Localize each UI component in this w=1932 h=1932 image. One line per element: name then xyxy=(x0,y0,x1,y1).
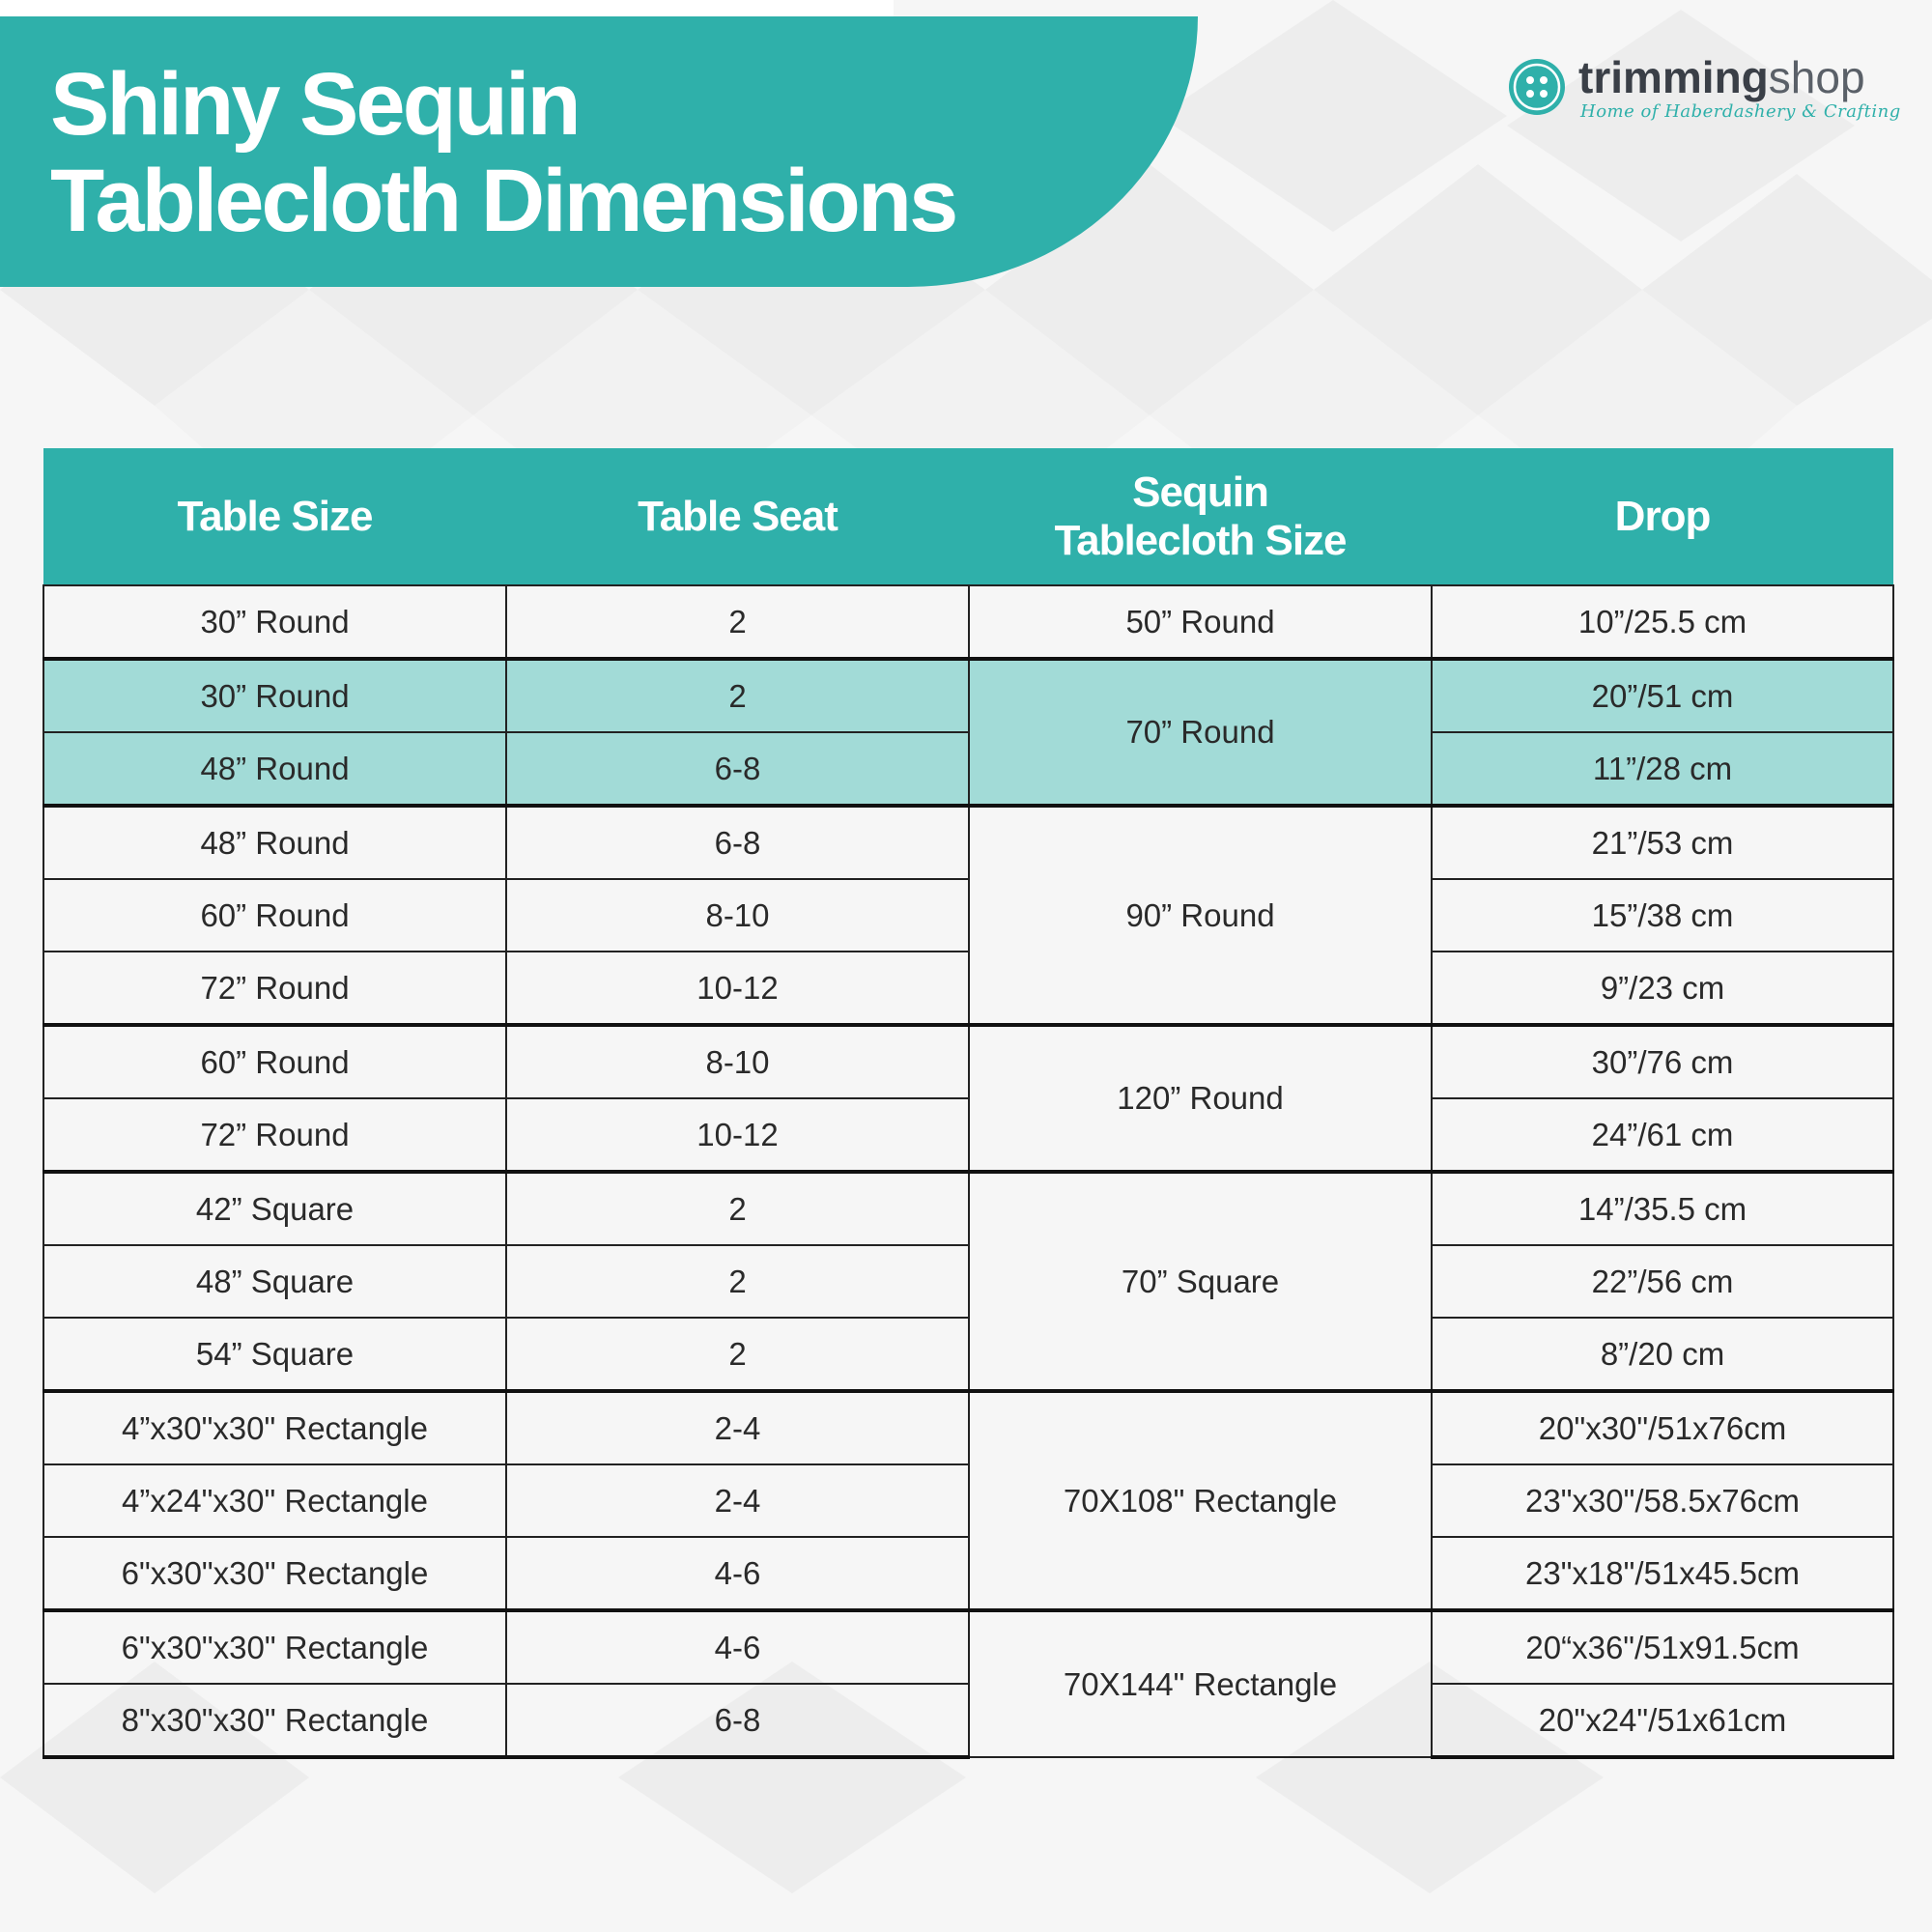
table-row xyxy=(43,732,1893,806)
header-table-seat: Table Seat xyxy=(506,448,969,585)
cell-table-seat: 6-8 xyxy=(506,806,969,879)
cell-table-seat: 2 xyxy=(506,1318,969,1391)
table-body xyxy=(43,585,1893,1757)
cell-drop: 15”/38 cm xyxy=(1432,879,1893,952)
cell-drop: 11”/28 cm xyxy=(1432,732,1893,806)
cell-table-seat: 10-12 xyxy=(506,952,969,1025)
table-row xyxy=(43,1245,1893,1318)
cell-table-size: 48” Round xyxy=(43,806,506,879)
cell-table-size: 4”x24"x30" Rectangle xyxy=(43,1464,506,1537)
cell-table-size: 48” Square xyxy=(43,1245,506,1318)
cell-drop: 24”/61 cm xyxy=(1432,1098,1893,1172)
header-tablecloth-size xyxy=(969,448,1432,585)
cell-table-size: 6"x30"x30" Rectangle xyxy=(43,1610,506,1684)
cell-tablecloth-size: 50” Round xyxy=(969,585,1432,659)
cell-table-size: 72” Round xyxy=(43,1098,506,1172)
logo-tagline: Home of Haberdashery & Crafting xyxy=(1580,101,1901,122)
cell-table-seat: 2-4 xyxy=(506,1464,969,1537)
cell-table-size: 72” Round xyxy=(43,952,506,1025)
cell-tablecloth-size: 120” Round xyxy=(969,1025,1432,1172)
cell-drop: 14”/35.5 cm xyxy=(1432,1172,1893,1245)
header-tablecloth-size-label: Sequin Tablecloth Size xyxy=(1054,468,1347,564)
header-drop: Drop xyxy=(1432,448,1893,585)
brand-logo[interactable] xyxy=(1507,52,1901,130)
cell-drop: 22”/56 cm xyxy=(1432,1245,1893,1318)
cell-drop: 23"x18"/51x45.5cm xyxy=(1432,1537,1893,1610)
cell-table-seat: 2 xyxy=(506,585,969,659)
table-row xyxy=(43,659,1893,732)
cell-table-size: 60” Round xyxy=(43,879,506,952)
table-row xyxy=(43,1684,1893,1757)
cell-table-seat: 2 xyxy=(506,659,969,732)
table-header xyxy=(43,448,1893,585)
table-row xyxy=(43,1025,1893,1098)
cell-table-seat: 6-8 xyxy=(506,732,969,806)
cell-tablecloth-size: 90” Round xyxy=(969,806,1432,1025)
cell-drop: 8”/20 cm xyxy=(1432,1318,1893,1391)
cell-table-size: 6"x30"x30" Rectangle xyxy=(43,1537,506,1610)
cell-tablecloth-size: 70” Square xyxy=(969,1172,1432,1391)
cell-tablecloth-size: 70X144" Rectangle xyxy=(969,1610,1432,1757)
header-table-size: Table Size xyxy=(43,448,506,585)
logo-word-bold: trimming xyxy=(1578,52,1769,102)
cell-table-seat: 8-10 xyxy=(506,1025,969,1098)
header-row xyxy=(43,448,1893,585)
title-line-1: Shiny Sequin xyxy=(50,55,579,154)
table-row xyxy=(43,952,1893,1025)
table-row xyxy=(43,1172,1893,1245)
cell-tablecloth-size: 70X108" Rectangle xyxy=(969,1391,1432,1610)
cell-drop: 20"x30"/51x76cm xyxy=(1432,1391,1893,1464)
cell-table-seat: 6-8 xyxy=(506,1684,969,1757)
table-row xyxy=(43,1318,1893,1391)
logo-wordmark xyxy=(1578,53,1865,101)
cell-drop: 20"x24"/51x61cm xyxy=(1432,1684,1893,1757)
cell-tablecloth-size: 70” Round xyxy=(969,659,1432,806)
header-top-line xyxy=(0,0,894,16)
cell-table-seat: 2-4 xyxy=(506,1391,969,1464)
cell-drop: 23"x30"/58.5x76cm xyxy=(1432,1464,1893,1537)
cell-table-seat: 10-12 xyxy=(506,1098,969,1172)
cell-table-size: 8"x30"x30" Rectangle xyxy=(43,1684,506,1757)
table-row xyxy=(43,879,1893,952)
table-row xyxy=(43,1391,1893,1464)
cell-table-seat: 2 xyxy=(506,1245,969,1318)
button-logo-icon xyxy=(1507,57,1567,117)
cell-drop: 20“x36"/51x91.5cm xyxy=(1432,1610,1893,1684)
table-row xyxy=(43,1464,1893,1537)
cell-table-seat: 2 xyxy=(506,1172,969,1245)
cell-table-seat: 4-6 xyxy=(506,1537,969,1610)
cell-table-size: 4”x30"x30" Rectangle xyxy=(43,1391,506,1464)
cell-table-size: 30” Round xyxy=(43,585,506,659)
table-row xyxy=(43,1098,1893,1172)
cell-drop: 20”/51 cm xyxy=(1432,659,1893,732)
title-line-2: Tablecloth Dimensions xyxy=(50,152,956,250)
cell-table-seat: 8-10 xyxy=(506,879,969,952)
cell-table-size: 42” Square xyxy=(43,1172,506,1245)
table-row xyxy=(43,1610,1893,1684)
cell-table-size: 48” Round xyxy=(43,732,506,806)
cell-table-size: 54” Square xyxy=(43,1318,506,1391)
table-row xyxy=(43,1537,1893,1610)
cell-drop: 10”/25.5 cm xyxy=(1432,585,1893,659)
cell-table-seat: 4-6 xyxy=(506,1610,969,1684)
table-row xyxy=(43,806,1893,879)
cell-table-size: 60” Round xyxy=(43,1025,506,1098)
table-row xyxy=(43,585,1893,659)
cell-drop: 21”/53 cm xyxy=(1432,806,1893,879)
cell-table-size: 30” Round xyxy=(43,659,506,732)
cell-drop: 30”/76 cm xyxy=(1432,1025,1893,1098)
logo-word-light: shop xyxy=(1768,52,1865,102)
page-title xyxy=(50,56,955,249)
cell-drop: 9”/23 cm xyxy=(1432,952,1893,1025)
dimensions-table xyxy=(43,448,1894,1759)
